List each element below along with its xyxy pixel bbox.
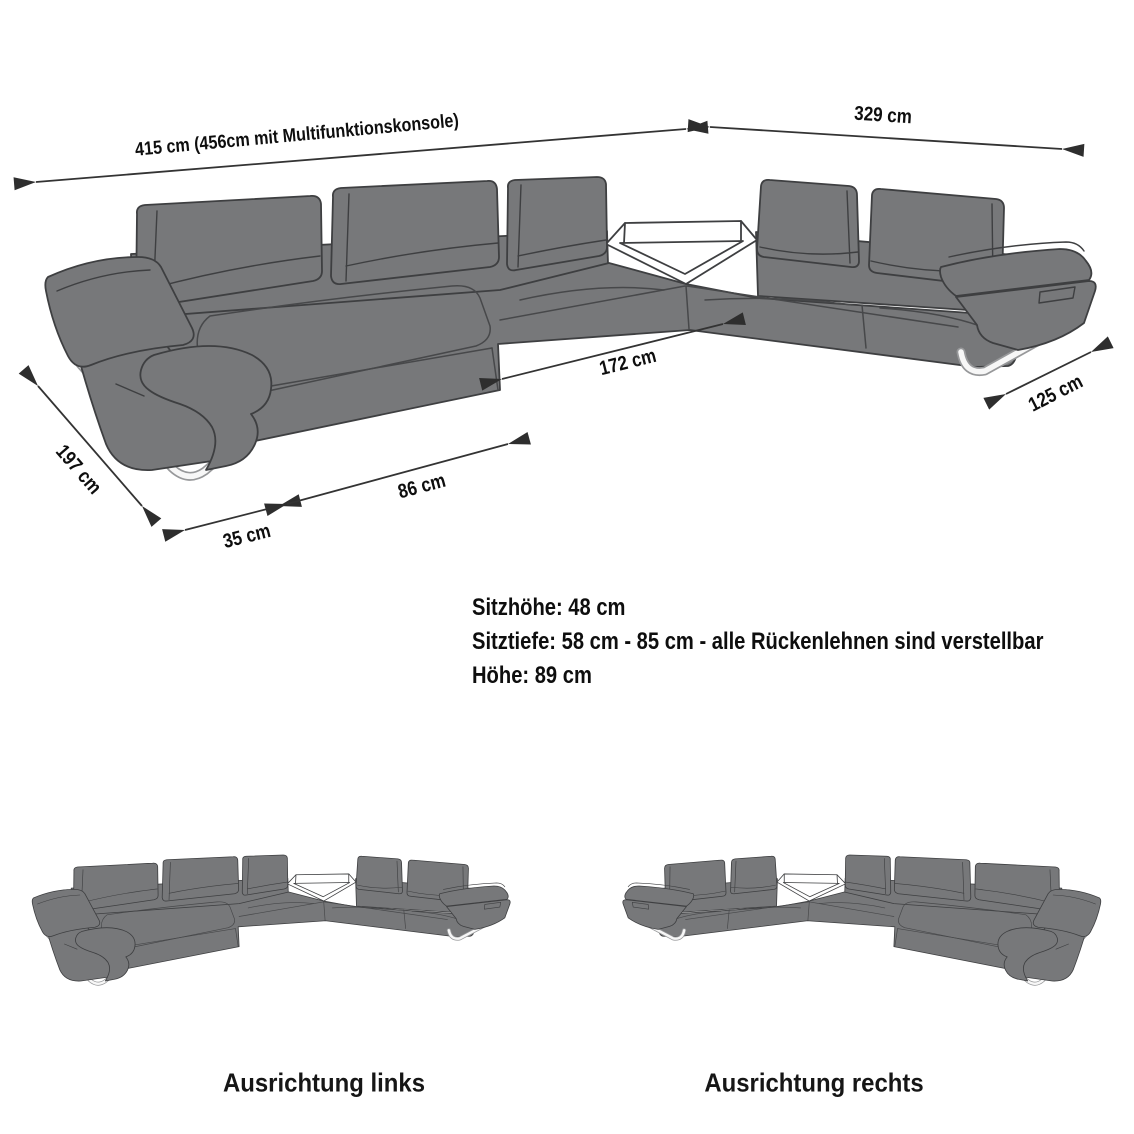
dimension-label-left-depth: 197 cm: [51, 440, 106, 499]
dimension-label-chaise-seat: 86 cm: [395, 469, 449, 504]
sofa-variant-right: [623, 855, 1101, 984]
variant-label-left: Ausrichtung links: [222, 1067, 426, 1098]
dimension-label-armrest: 35 cm: [220, 520, 273, 554]
spec-seat-height: Sitzhöhe: 48 cm: [472, 594, 626, 621]
dimension-label-total-width: 415 cm (456cm mit Multifunktionskonsole): [134, 110, 460, 161]
dimension-line-right-width: [710, 127, 1062, 149]
dimension-label-inner-width: 172 cm: [597, 344, 659, 381]
dimension-line-chaise-seat: [287, 444, 508, 504]
spec-seat-depth: Sitztiefe: 58 cm - 85 cm - alle Rückenlehnen sind verstellbar: [472, 628, 1044, 655]
variant-label-right: Ausrichtung rechts: [704, 1067, 924, 1098]
dimension-label-right-width: 329 cm: [853, 102, 913, 129]
specs-block: [472, 591, 1043, 693]
sofa-drawing-main: [45, 177, 1095, 476]
sofa-variant-left: [32, 855, 510, 984]
dimension-label-right-depth: 125 cm: [1025, 370, 1087, 417]
spec-height: Höhe: 89 cm: [472, 662, 592, 689]
